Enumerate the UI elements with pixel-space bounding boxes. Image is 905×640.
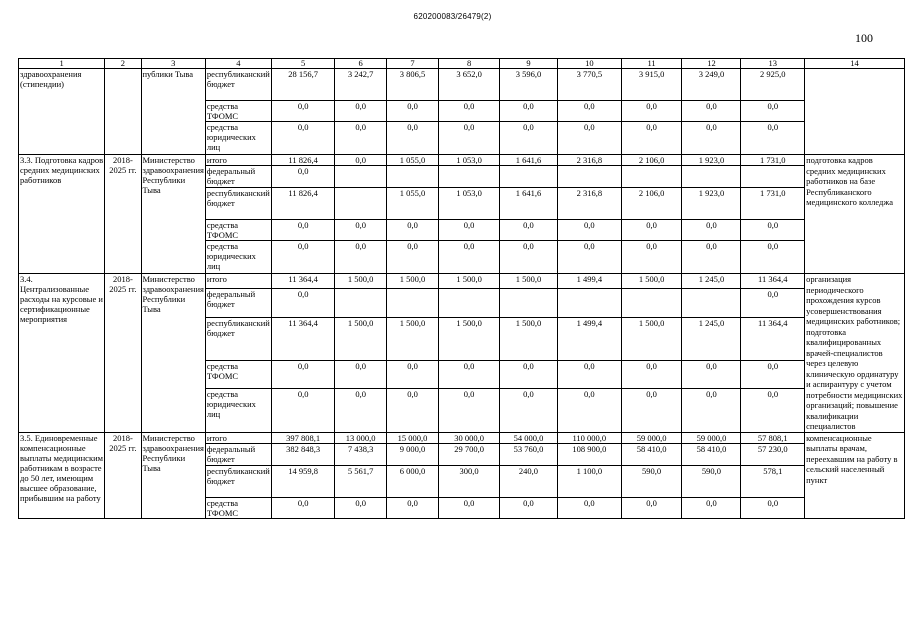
- value-cell: 3 770,5: [557, 69, 621, 101]
- value-cell: 58 410,0: [621, 443, 682, 465]
- value-cell: 0,0: [439, 497, 500, 518]
- value-cell: 0,0: [557, 241, 621, 274]
- value-cell: 7 438,3: [335, 443, 386, 465]
- period-cell: [105, 69, 141, 155]
- value-cell: 0,0: [741, 288, 805, 317]
- period-cell: 2018-2025 гг.: [105, 155, 141, 274]
- value-cell: 1 641,6: [499, 188, 557, 220]
- expected-result-cell: компенсационные выплаты врачам, переехавшим на работу в сельский населенный пункт: [805, 432, 905, 518]
- value-cell: 0,0: [335, 155, 386, 166]
- value-cell: 3 806,5: [386, 69, 438, 101]
- funding-source-cell: средства ТФОМС: [205, 360, 271, 388]
- value-cell: 0,0: [499, 388, 557, 432]
- value-cell: 5 561,7: [335, 465, 386, 497]
- value-cell: 0,0: [621, 497, 682, 518]
- value-cell: 108 900,0: [557, 443, 621, 465]
- value-cell: 0,0: [335, 388, 386, 432]
- value-cell: 1 500,0: [335, 317, 386, 360]
- value-cell: 0,0: [335, 122, 386, 155]
- value-cell: 1 500,0: [386, 317, 438, 360]
- value-cell: 0,0: [741, 360, 805, 388]
- value-cell: 0,0: [499, 101, 557, 122]
- value-cell: 3 596,0: [499, 69, 557, 101]
- value-cell: [335, 188, 386, 220]
- value-cell: 0,0: [682, 388, 741, 432]
- value-cell: 0,0: [386, 122, 438, 155]
- value-cell: 1 500,0: [439, 274, 500, 289]
- value-cell: 0,0: [682, 360, 741, 388]
- value-cell: 0,0: [386, 101, 438, 122]
- value-cell: 578,1: [741, 465, 805, 497]
- funding-source-cell: республиканский бюджет: [205, 69, 271, 101]
- value-cell: [439, 166, 500, 188]
- value-cell: [682, 166, 741, 188]
- value-cell: 1 923,0: [682, 188, 741, 220]
- column-number: 13: [741, 59, 805, 69]
- funding-source-cell: республиканский бюджет: [205, 465, 271, 497]
- value-cell: [557, 166, 621, 188]
- value-cell: 590,0: [682, 465, 741, 497]
- value-cell: 1 100,0: [557, 465, 621, 497]
- budget-table: [18, 58, 905, 519]
- funding-source-cell: средства ТФОМС: [205, 220, 271, 241]
- funding-source-cell: итого: [205, 155, 271, 166]
- column-number: 8: [439, 59, 500, 69]
- funding-source-cell: средства юридических лиц: [205, 388, 271, 432]
- funding-source-cell: федеральный бюджет: [205, 288, 271, 317]
- document-id: 620200083/26479(2): [413, 12, 492, 21]
- value-cell: 1 055,0: [386, 188, 438, 220]
- value-cell: 590,0: [621, 465, 682, 497]
- value-cell: 0,0: [682, 241, 741, 274]
- value-cell: 0,0: [386, 241, 438, 274]
- value-cell: 1 500,0: [499, 274, 557, 289]
- table-row: [19, 69, 905, 101]
- value-cell: 6 000,0: [386, 465, 438, 497]
- measure-name-cell: 3.4. Централизованные расходы на курсовые и сертификационные мероприятия: [19, 274, 105, 433]
- value-cell: 0,0: [682, 497, 741, 518]
- value-cell: 0,0: [621, 241, 682, 274]
- measure-name-cell: 3.3. Подготовка кадров средних медицинских работников: [19, 155, 105, 274]
- funding-source-cell: федеральный бюджет: [205, 166, 271, 188]
- value-cell: 1 641,6: [499, 155, 557, 166]
- value-cell: 110 000,0: [557, 432, 621, 443]
- funding-source-cell: средства юридических лиц: [205, 122, 271, 155]
- value-cell: 1 500,0: [621, 317, 682, 360]
- value-cell: 0,0: [271, 388, 335, 432]
- value-cell: 0,0: [335, 101, 386, 122]
- table-row: [19, 432, 905, 443]
- value-cell: 0,0: [386, 388, 438, 432]
- column-number: 9: [499, 59, 557, 69]
- value-cell: 1 053,0: [439, 188, 500, 220]
- value-cell: 59 000,0: [682, 432, 741, 443]
- value-cell: 3 915,0: [621, 69, 682, 101]
- value-cell: 397 808,1: [271, 432, 335, 443]
- value-cell: [621, 288, 682, 317]
- value-cell: 53 760,0: [499, 443, 557, 465]
- value-cell: 0,0: [271, 122, 335, 155]
- value-cell: [499, 288, 557, 317]
- value-cell: 0,0: [557, 497, 621, 518]
- value-cell: 0,0: [271, 166, 335, 188]
- value-cell: 0,0: [499, 497, 557, 518]
- value-cell: 0,0: [335, 360, 386, 388]
- value-cell: 0,0: [271, 288, 335, 317]
- funding-source-cell: итого: [205, 432, 271, 443]
- expected-result-cell: организация периодического прохождения курсов усовершенствования медицинских работников; подготовка квалифицированных врачей-специалистов через целевую клиническую ординатуру и аспирантуру с учетом потребности медицинских организаций; повышение квалификации специалистов: [805, 274, 905, 433]
- value-cell: [335, 288, 386, 317]
- column-number: 7: [386, 59, 438, 69]
- value-cell: 0,0: [335, 497, 386, 518]
- value-cell: 0,0: [439, 360, 500, 388]
- funding-source-cell: республиканский бюджет: [205, 317, 271, 360]
- column-number: 10: [557, 59, 621, 69]
- value-cell: [682, 288, 741, 317]
- measure-name-cell: здравоохранения (стипендии): [19, 69, 105, 155]
- expected-result-cell: [805, 69, 905, 155]
- value-cell: 0,0: [386, 360, 438, 388]
- value-cell: 13 000,0: [335, 432, 386, 443]
- value-cell: 0,0: [386, 220, 438, 241]
- measure-name-cell: 3.5. Единовременные компенсационные выплаты медицинским работникам в возрасте до 50 лет, имеющим высшее образование, прибывшим на работу: [19, 432, 105, 518]
- value-cell: 0,0: [557, 220, 621, 241]
- value-cell: 0,0: [557, 122, 621, 155]
- value-cell: 0,0: [439, 241, 500, 274]
- value-cell: 0,0: [439, 388, 500, 432]
- column-number: 2: [105, 59, 141, 69]
- value-cell: 58 410,0: [682, 443, 741, 465]
- value-cell: [499, 166, 557, 188]
- table-body: [19, 59, 905, 519]
- value-cell: 1 055,0: [386, 155, 438, 166]
- value-cell: 0,0: [557, 101, 621, 122]
- value-cell: 1 731,0: [741, 188, 805, 220]
- page-number: 100: [855, 31, 873, 45]
- value-cell: 0,0: [271, 360, 335, 388]
- value-cell: 0,0: [621, 122, 682, 155]
- value-cell: 2 316,8: [557, 155, 621, 166]
- funding-source-cell: средства юридических лиц: [205, 241, 271, 274]
- value-cell: 0,0: [621, 101, 682, 122]
- value-cell: 2 925,0: [741, 69, 805, 101]
- value-cell: 14 959,8: [271, 465, 335, 497]
- column-number: 11: [621, 59, 682, 69]
- value-cell: 0,0: [499, 220, 557, 241]
- value-cell: 1 053,0: [439, 155, 500, 166]
- value-cell: 0,0: [271, 101, 335, 122]
- value-cell: 0,0: [499, 360, 557, 388]
- value-cell: 11 826,4: [271, 188, 335, 220]
- table-row: [19, 274, 905, 289]
- value-cell: 0,0: [621, 388, 682, 432]
- value-cell: 0,0: [682, 122, 741, 155]
- value-cell: 2 106,0: [621, 155, 682, 166]
- funding-source-cell: федеральный бюджет: [205, 443, 271, 465]
- funding-source-cell: средства ТФОМС: [205, 101, 271, 122]
- value-cell: 0,0: [741, 101, 805, 122]
- value-cell: 0,0: [741, 220, 805, 241]
- column-number: 12: [682, 59, 741, 69]
- value-cell: [386, 166, 438, 188]
- column-number: 6: [335, 59, 386, 69]
- value-cell: 2 316,8: [557, 188, 621, 220]
- value-cell: [741, 166, 805, 188]
- value-cell: 0,0: [271, 220, 335, 241]
- value-cell: 1 500,0: [335, 274, 386, 289]
- value-cell: 59 000,0: [621, 432, 682, 443]
- value-cell: 240,0: [499, 465, 557, 497]
- value-cell: 0,0: [271, 241, 335, 274]
- column-number: 5: [271, 59, 335, 69]
- column-number: 1: [19, 59, 105, 69]
- value-cell: [386, 288, 438, 317]
- value-cell: 1 499,4: [557, 274, 621, 289]
- column-number: 14: [805, 59, 905, 69]
- period-cell: 2018-2025 гг.: [105, 274, 141, 433]
- value-cell: [335, 166, 386, 188]
- value-cell: 0,0: [621, 220, 682, 241]
- value-cell: 300,0: [439, 465, 500, 497]
- column-number: 3: [141, 59, 205, 69]
- value-cell: 3 652,0: [439, 69, 500, 101]
- value-cell: 9 000,0: [386, 443, 438, 465]
- value-cell: 2 106,0: [621, 188, 682, 220]
- table-row: [19, 155, 905, 166]
- value-cell: 0,0: [741, 122, 805, 155]
- value-cell: 57 230,0: [741, 443, 805, 465]
- value-cell: 0,0: [557, 388, 621, 432]
- value-cell: 1 500,0: [499, 317, 557, 360]
- value-cell: 0,0: [335, 220, 386, 241]
- value-cell: 1 731,0: [741, 155, 805, 166]
- value-cell: [621, 166, 682, 188]
- value-cell: 11 364,4: [271, 274, 335, 289]
- header-row: [19, 59, 905, 69]
- value-cell: 0,0: [557, 360, 621, 388]
- value-cell: 0,0: [439, 220, 500, 241]
- value-cell: 0,0: [439, 122, 500, 155]
- value-cell: 0,0: [499, 122, 557, 155]
- value-cell: 0,0: [682, 220, 741, 241]
- value-cell: 15 000,0: [386, 432, 438, 443]
- value-cell: 57 808,1: [741, 432, 805, 443]
- value-cell: 0,0: [741, 388, 805, 432]
- funding-source-cell: итого: [205, 274, 271, 289]
- value-cell: 0,0: [271, 497, 335, 518]
- value-cell: 0,0: [439, 101, 500, 122]
- value-cell: 1 245,0: [682, 317, 741, 360]
- funding-source-cell: средства ТФОМС: [205, 497, 271, 518]
- value-cell: 11 364,4: [271, 317, 335, 360]
- value-cell: 11 826,4: [271, 155, 335, 166]
- value-cell: 382 848,3: [271, 443, 335, 465]
- executor-cell: Министерство здравоохранения Республики Тыва: [141, 155, 205, 274]
- value-cell: 0,0: [386, 497, 438, 518]
- value-cell: 28 156,7: [271, 69, 335, 101]
- value-cell: 1 923,0: [682, 155, 741, 166]
- value-cell: 0,0: [741, 241, 805, 274]
- value-cell: 11 364,4: [741, 317, 805, 360]
- value-cell: 1 500,0: [386, 274, 438, 289]
- value-cell: 54 000,0: [499, 432, 557, 443]
- value-cell: 29 700,0: [439, 443, 500, 465]
- value-cell: 0,0: [682, 101, 741, 122]
- executor-cell: публики Тыва: [141, 69, 205, 155]
- funding-source-cell: республиканский бюджет: [205, 188, 271, 220]
- column-number: 4: [205, 59, 271, 69]
- value-cell: [557, 288, 621, 317]
- executor-cell: Министерство здравоохранения Республики Тыва: [141, 274, 205, 433]
- value-cell: 1 500,0: [621, 274, 682, 289]
- value-cell: 1 500,0: [439, 317, 500, 360]
- value-cell: 3 249,0: [682, 69, 741, 101]
- value-cell: 0,0: [335, 241, 386, 274]
- period-cell: 2018-2025 гг.: [105, 432, 141, 518]
- value-cell: 1 245,0: [682, 274, 741, 289]
- value-cell: 0,0: [621, 360, 682, 388]
- value-cell: 3 242,7: [335, 69, 386, 101]
- value-cell: [439, 288, 500, 317]
- value-cell: 0,0: [499, 241, 557, 274]
- value-cell: 0,0: [741, 497, 805, 518]
- executor-cell: Министерство здравоохранения Республики Тыва: [141, 432, 205, 518]
- expected-result-cell: подготовка кадров средних медицинских работников на базе Республиканского медицинского колледжа: [805, 155, 905, 274]
- value-cell: 30 000,0: [439, 432, 500, 443]
- value-cell: 1 499,4: [557, 317, 621, 360]
- value-cell: 11 364,4: [741, 274, 805, 289]
